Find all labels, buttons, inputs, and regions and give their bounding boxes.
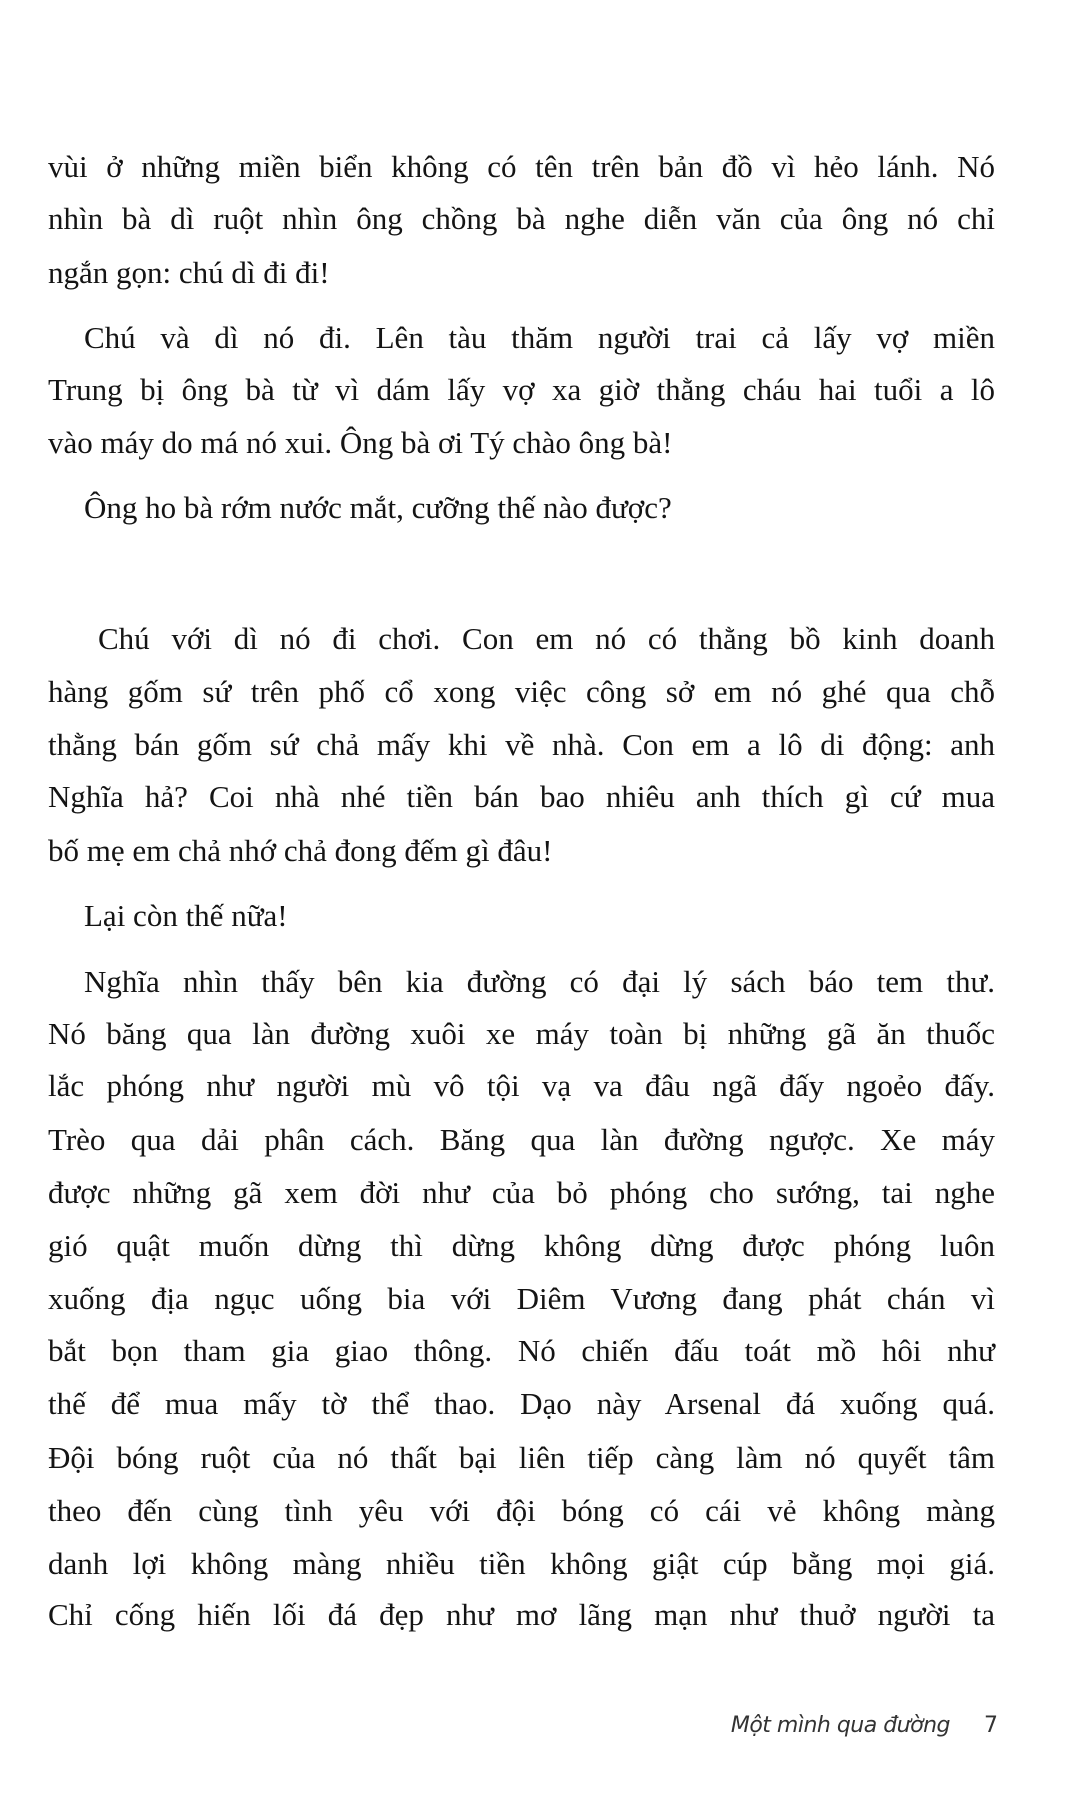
text-line: Nó băng qua làn đường xuôi xe máy toàn bị những gã ăn thuốc: [48, 1016, 995, 1051]
text-line: thằng bán gốm sứ chả mấy khi về nhà. Con em a lô di động: anh: [48, 727, 995, 762]
text-line: danh lợi không màng nhiều tiền không giật cúp bằng mọi giá.: [48, 1546, 995, 1581]
text-line: Chú với dì nó đi chơi. Con em nó có thằng bồ kinh doanh: [98, 621, 995, 656]
text-line: nhìn bà dì ruột nhìn ông chồng bà nghe diễn văn của ông nó chỉ: [48, 201, 995, 236]
running-title: Một mình qua đường: [730, 1713, 950, 1738]
text-line: Nghĩa nhìn thấy bên kia đường có đại lý sách báo tem thư.: [84, 964, 995, 999]
text-line: Ông ho bà rớm nước mắt, cưỡng thế nào được?: [84, 490, 672, 525]
page-footer: [731, 1708, 998, 1744]
text-line: gió quật muốn dừng thì dừng không dừng được phóng luôn: [48, 1228, 995, 1263]
text-line: được những gã xem đời như của bỏ phóng cho sướng, tai nghe: [48, 1175, 995, 1210]
page-number: 7: [984, 1713, 998, 1738]
text-line: bố mẹ em chả nhớ chả đong đếm gì đâu!: [48, 833, 553, 868]
text-line: Lại còn thế nữa!: [84, 898, 288, 933]
text-line: xuống địa ngục uống bia với Diêm Vương đang phát chán vì: [48, 1281, 995, 1316]
text-line: vào máy do má nó xui. Ông bà ơi Tý chào ông bà!: [48, 425, 673, 460]
text-line: Nghĩa hả? Coi nhà nhé tiền bán bao nhiêu anh thích gì cứ mua: [48, 779, 995, 814]
text-line: Chỉ cống hiến lối đá đẹp như mơ lãng mạn như thuở người ta: [48, 1597, 995, 1632]
text-line: ngắn gọn: chú dì đi đi!: [48, 255, 330, 290]
text-line: thế để mua mấy tờ thể thao. Dạo này Arsenal đá xuống quá.: [48, 1386, 995, 1421]
text-line: Đội bóng ruột của nó thất bại liên tiếp càng làm nó quyết tâm: [48, 1440, 995, 1475]
text-line: theo đến cùng tình yêu với đội bóng có cái vẻ không màng: [48, 1493, 995, 1528]
text-line: Trung bị ông bà từ vì dám lấy vợ xa giờ thằng cháu hai tuổi a lô: [48, 372, 995, 407]
text-line: lắc phóng như người mù vô tội vạ va đâu ngã đấy ngoẻo đấy.: [48, 1068, 995, 1103]
text-line: hàng gốm sứ trên phố cổ xong việc công sở em nó ghé qua chỗ: [48, 674, 995, 709]
text-line: bắt bọn tham gia giao thông. Nó chiến đấu toát mồ hôi như: [48, 1333, 995, 1368]
text-line: Chú và dì nó đi. Lên tàu thăm người trai cả lấy vợ miền: [84, 320, 995, 355]
text-line: Trèo qua dải phân cách. Băng qua làn đường ngược. Xe máy: [48, 1122, 995, 1157]
text-line: vùi ở những miền biển không có tên trên bản đồ vì hẻo lánh. Nó: [48, 149, 995, 184]
